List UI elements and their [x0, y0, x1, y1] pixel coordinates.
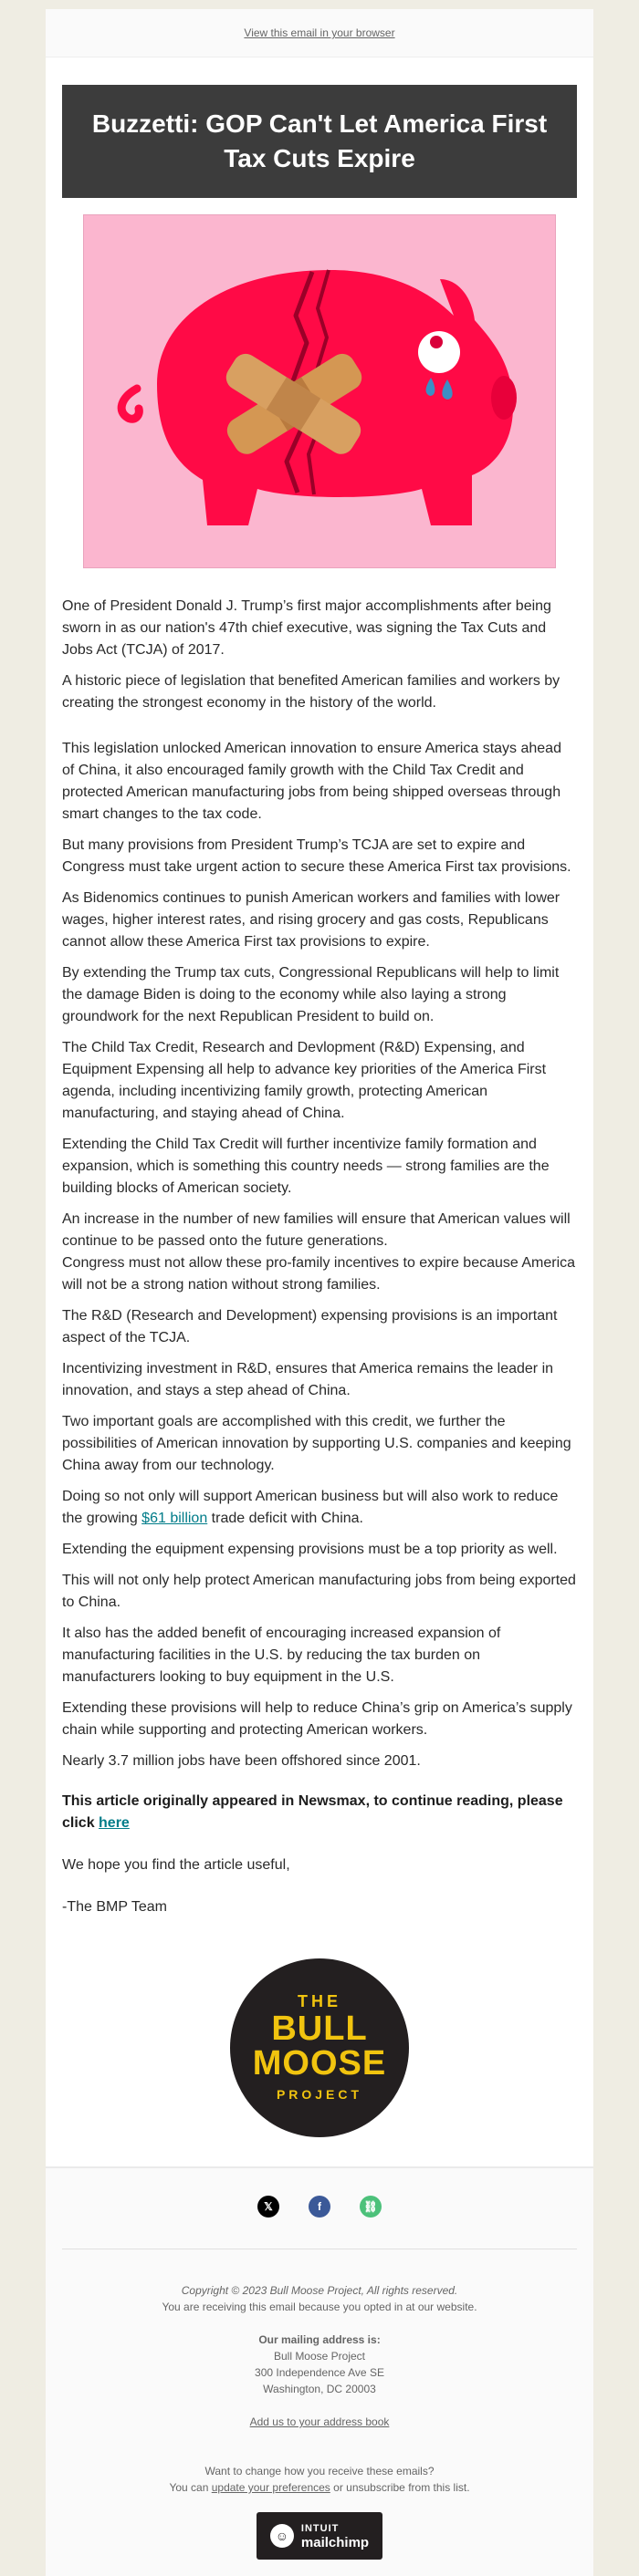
logo-word: BULL [271, 2010, 368, 2048]
article-paragraph: Nearly 3.7 million jobs have been offshored since 2001. [62, 1753, 421, 1769]
article-body [46, 568, 593, 1918]
paragraph-text: Doing so not only will support American business but will also work to reduce the growing [62, 1489, 559, 1526]
article-paragraph: A historic piece of legislation that benefited American families and workers by creating the strongest economy in the history of the world. [62, 673, 560, 711]
mailchimp-word: mailchimp [300, 2535, 370, 2550]
change-preferences-question: Want to change how you receive these emails? [204, 2465, 435, 2477]
footer-text [62, 2282, 577, 2496]
article-paragraph: Extending the Child Tax Credit will further incentivize family formation and expansion, which is something this country needs — strong families are the building blocks of American society. [62, 1137, 550, 1196]
street-address: 300 Independence Ave SE [255, 2366, 384, 2379]
mailchimp-wordmark [301, 2522, 369, 2550]
article-paragraph: By extending the Trump tax cuts, Congressional Republicans will help to limit the damage Biden is doing to the economy while also laying a strong groundwork for the next Republican President to build on. [62, 965, 560, 1024]
article-paragraph: It also has the added benefit of encouraging increased expansion of manufacturing facilities in the U.S. by reducing the tax burden on manufacturers looking to buy equipment in the U.S. [62, 1626, 501, 1685]
website-link-icon[interactable]: ⛓ [360, 2196, 382, 2218]
email-title: Buzzetti: GOP Can't Let America First Tax Cuts Expire [62, 85, 577, 198]
footer [46, 2166, 593, 2576]
article-paragraph: As Bidenomics continues to punish American workers and families with lower wages, higher interest rates, and rising grocery and gas costs, Republicans cannot allow these America First tax provisions to expire. [62, 890, 560, 950]
broken-piggy-bank-icon [84, 215, 555, 567]
paragraph-line: An increase in the number of new families will ensure that American values will continue to be passed onto the future generations. [62, 1211, 571, 1249]
trade-deficit-link[interactable]: $61 billion [141, 1511, 208, 1526]
logo-word: PROJECT [276, 2087, 363, 2102]
piggy-bank-illustration [83, 214, 556, 568]
email-container [46, 9, 593, 2576]
article-paragraph: The Child Tax Credit, Research and Devlopment (R&D) Expensing, and Equipment Expensing all help to advance key priorities of the America First agenda, including incentivizing family growth, protecting American manufacturing, and staying ahead of China. [62, 1040, 547, 1121]
continue-reading-note [62, 1791, 577, 1834]
article-paragraph: One of President Donald J. Trump’s first major accomplishments after being sworn in as our nation's 47th chief executive, was signing the Tax Cuts and Jobs Act (TCJA) of 2017. [62, 598, 551, 658]
closing-line: We hope you find the article useful, [62, 1857, 290, 1873]
hero-image [46, 198, 593, 568]
intuit-word: INTUIT [300, 2523, 340, 2534]
address-book-link[interactable]: Add us to your address book [249, 2415, 390, 2428]
article-paragraph [62, 1486, 577, 1530]
preferences-line [62, 2479, 577, 2496]
facebook-icon[interactable]: f [309, 2196, 330, 2218]
article-paragraph: Extending these provisions will help to reduce China’s grip on America’s supply chain while supporting and protecting American workers. [62, 1700, 572, 1738]
logo-word: MOOSE [252, 2044, 387, 2083]
logo-section [46, 1927, 593, 2137]
article-paragraph: This legislation unlocked American innovation to ensure America stays ahead of China, it also encouraged family growth with the Child Tax Credit and protected American manufacturing jobs from being shipped overseas through smart changes to the tax code. [62, 741, 561, 822]
mailchimp-badge[interactable] [257, 2512, 382, 2560]
view-in-browser-link[interactable]: View this email in your browser [244, 26, 395, 39]
continue-reading-link[interactable]: here [99, 1815, 130, 1831]
social-links [62, 2196, 577, 2218]
paragraph-line: Congress must not allow these pro-family incentives to expire because America will not be a strong nation without strong families. [62, 1255, 576, 1293]
article-paragraph: Two important goals are accomplished with this credit, we further the possibilities of American innovation by supporting U.S. companies and keeping China away from our technology. [62, 1414, 571, 1473]
x-icon[interactable]: 𝕏 [257, 2196, 279, 2218]
paragraph-text: trade deficit with China. [207, 1511, 363, 1526]
bull-moose-project-logo [230, 1958, 409, 2137]
update-preferences-link[interactable]: update your preferences [211, 2481, 330, 2494]
mailing-address-heading: Our mailing address is: [258, 2333, 381, 2346]
footer-text-part: or unsubscribe from this list. [330, 2481, 470, 2494]
article-paragraph: But many provisions from President Trump’s TCJA are set to expire and Congress must take urgent action to secure these America First tax provisions. [62, 837, 571, 875]
header [46, 57, 593, 198]
org-name: Bull Moose Project [273, 2350, 366, 2363]
footer-text-part: You can [169, 2481, 212, 2494]
article-paragraph: The R&D (Research and Development) expensing provisions is an important aspect of the TCJA. [62, 1308, 558, 1345]
article-paragraph: This will not only help protect American manufacturing jobs from being exported to China. [62, 1573, 576, 1610]
copyright: Copyright © 2023 Bull Moose Project, All rights reserved. [181, 2284, 458, 2297]
preheader [46, 9, 593, 57]
signature: -The BMP Team [62, 1899, 168, 1915]
city-address: Washington, DC 20003 [263, 2383, 376, 2395]
cta-text: This article originally appeared in Newsmax, to continue reading, please click [62, 1793, 563, 1831]
article-paragraph: Incentivizing investment in R&D, ensures that America remains the leader in innovation, and stays a step ahead of China. [62, 1361, 554, 1398]
article-paragraph [62, 1209, 577, 1296]
mailchimp-icon: ☺ [270, 2524, 294, 2548]
logo-word: THE [298, 1992, 341, 2010]
opt-in-reason: You are receiving this email because you opted in at our website. [162, 2301, 477, 2313]
article-paragraph: Extending the equipment expensing provisions must be a top priority as well. [62, 1542, 558, 1557]
